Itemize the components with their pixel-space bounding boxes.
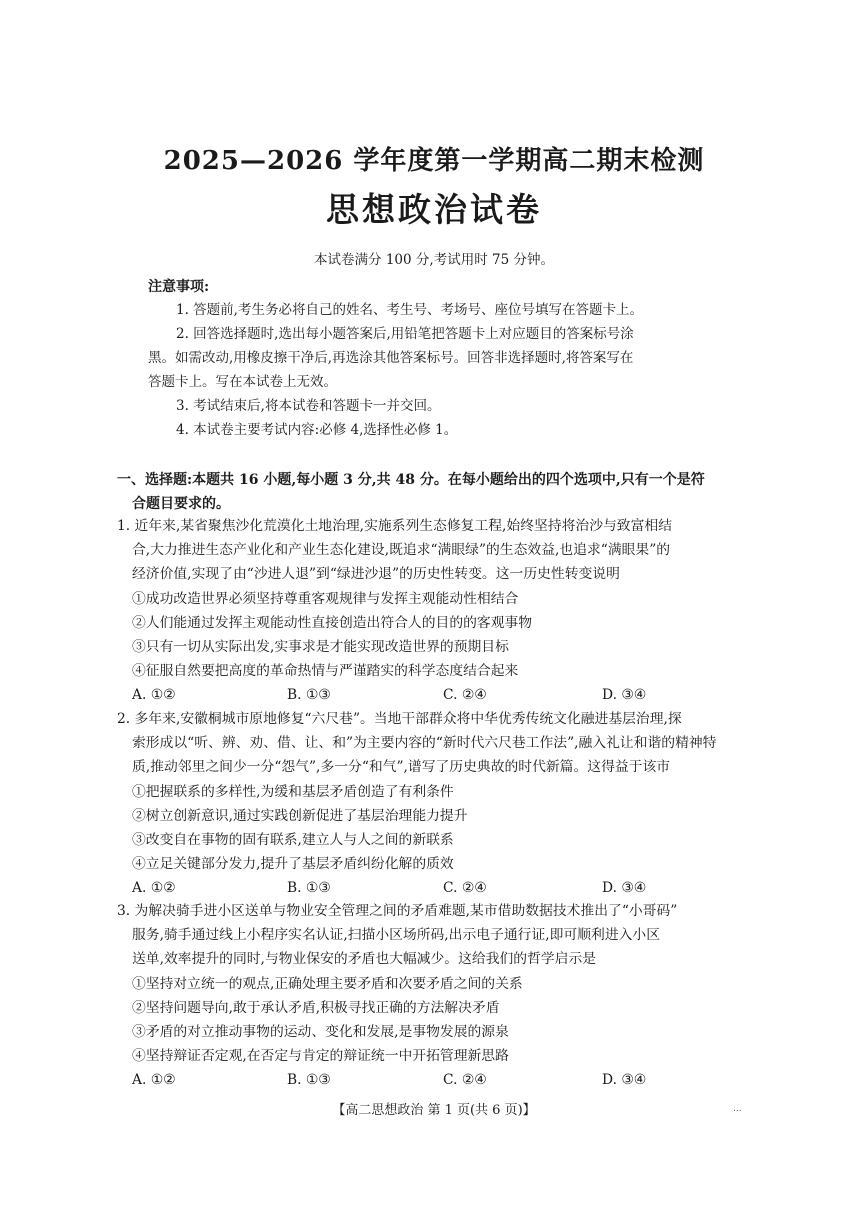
exam-title-line1: 2025—2026 学年度第一学期高二期末检测 — [163, 146, 705, 176]
statement-option: ③矛盾的对立推动事物的运动、变化和发展,是事物发展的源泉 — [132, 1024, 509, 1041]
choice-b: B. ①③ — [287, 1072, 331, 1089]
question-stem-line: 2. 多年来,安徽桐城市原地修复“六尺巷”。当地干部群众将中华优秀传统文化融进基层治理,探 — [117, 711, 682, 727]
page-footer: 【高二思想政治 第 1 页(共 6 页)】 — [332, 1103, 536, 1118]
question-stem-line: 3. 为解决骑手进小区送单与物业安全管理之间的矛盾难题,某市借助数据技术推出了“小哥码” — [117, 903, 678, 919]
choice-b: B. ①③ — [287, 880, 331, 897]
exam-subject-title: 思想政治试卷 — [326, 190, 542, 229]
question-3 — [117, 899, 757, 1092]
answer-choices — [117, 683, 757, 707]
choice-a: A. ①② — [132, 880, 176, 897]
notice-list — [148, 298, 728, 442]
notice-item: 2. 回答选择题时,选出每小题答案后,用铅笔把答题卡上对应题目的答案标号涂 — [176, 326, 634, 342]
choice-d: D. ③④ — [602, 687, 647, 704]
statement-option: ④立足关键部分发力,提升了基层矛盾纠纷化解的质效 — [132, 856, 454, 873]
section-heading-line: 一、选择题:本题共 16 小题,每小题 3 分,共 48 分。在每小题给出的四个选项中,只有一个是符 — [117, 472, 705, 488]
section-heading — [117, 468, 757, 516]
choice-a: A. ①② — [132, 1072, 176, 1089]
statement-option: ②人们能通过发挥主观能动性直接创造出符合人的目的的客观事物 — [132, 614, 533, 631]
section-heading-line: 合题目要求的。 — [132, 496, 230, 512]
notice-item: 1. 答题前,考生务必将自己的姓名、考生号、考场号、座位号填写在答题卡上。 — [176, 302, 643, 318]
question-stem-line: 索形成以“听、辨、劝、借、让、和”为主要内容的“新时代六尺巷工作法”,融入礼让和谐的精神特 — [132, 735, 717, 752]
question-1 — [117, 514, 757, 707]
statement-option: ③改变自在事物的固有联系,建立人与人之间的新联系 — [132, 832, 454, 849]
choice-d: D. ③④ — [602, 1072, 647, 1089]
notice-item: 3. 考试结束后,将本试卷和答题卡一并交回。 — [176, 398, 441, 414]
notice-item-cont: 答题卡上。写在本试卷上无效。 — [148, 374, 337, 390]
choice-c: C. ②④ — [443, 687, 487, 704]
choice-b: B. ①③ — [287, 687, 331, 704]
choice-c: C. ②④ — [443, 880, 487, 897]
question-2 — [117, 707, 757, 900]
statement-option: ①成功改造世界必须坚持尊重客观规律与发挥主观能动性相结合 — [132, 590, 519, 607]
notice-item: 4. 本试卷主要考试内容:必修 4,选择性必修 1。 — [176, 422, 458, 438]
statement-option: ④坚持辩证否定观,在否定与肯定的辩证统一中开拓管理新思路 — [132, 1048, 509, 1065]
corner-mark: ... — [733, 1104, 742, 1114]
answer-choices — [117, 1068, 757, 1092]
statement-option: ①把握联系的多样性,为缓和基层矛盾创造了有利条件 — [132, 783, 454, 800]
choice-c: C. ②④ — [443, 1072, 487, 1089]
question-stem-line: 合,大力推进生态产业化和产业生态化建设,既追求“满眼绿”的生态效益,也追求“满眼果”的 — [132, 542, 671, 559]
choice-a: A. ①② — [132, 687, 176, 704]
notice-item-cont: 黑。如需改动,用橡皮擦干净后,再选涂其他答案标号。回答非选择题时,将答案写在 — [148, 350, 634, 366]
question-stem-line: 服务,骑手通过线上小程序实名认证,扫描小区场所码,出示电子通行证,即可顺利进入小区 — [132, 927, 661, 944]
question-stem-line: 1. 近年来,某省聚焦沙化荒漠化土地治理,实施系列生态修复工程,始终坚持将治沙与致富相结 — [117, 518, 672, 534]
question-stem-line: 送单,效率提升的同时,与物业保安的矛盾也大幅减少。这给我们的哲学启示是 — [132, 951, 597, 968]
question-stem-line: 经济价值,实现了由“沙进人退”到“绿进沙退”的历史性转变。这一历史性转变说明 — [132, 566, 620, 583]
statement-option: ④征服自然要把高度的革命热情与严谨踏实的科学态度结合起来 — [132, 663, 519, 680]
answer-choices — [117, 876, 757, 900]
statement-option: ②坚持问题导向,敢于承认矛盾,积极寻找正确的方法解决矛盾 — [132, 999, 500, 1016]
question-stem-line: 质,推动邻里之间少一分“怨气”,多一分“和气”,谱写了历史典故的时代新篇。这得益于该市 — [132, 759, 671, 776]
statement-option: ③只有一切从实际出发,实事求是才能实现改造世界的预期目标 — [132, 639, 509, 656]
notice-heading: 注意事项: — [148, 279, 210, 295]
statement-option: ②树立创新意识,通过实践创新促进了基层治理能力提升 — [132, 807, 468, 824]
choice-d: D. ③④ — [602, 880, 647, 897]
exam-info: 本试卷满分 100 分,考试用时 75 分钟。 — [314, 252, 554, 268]
statement-option: ①坚持对立统一的观点,正确处理主要矛盾和次要矛盾之间的关系 — [132, 975, 523, 992]
